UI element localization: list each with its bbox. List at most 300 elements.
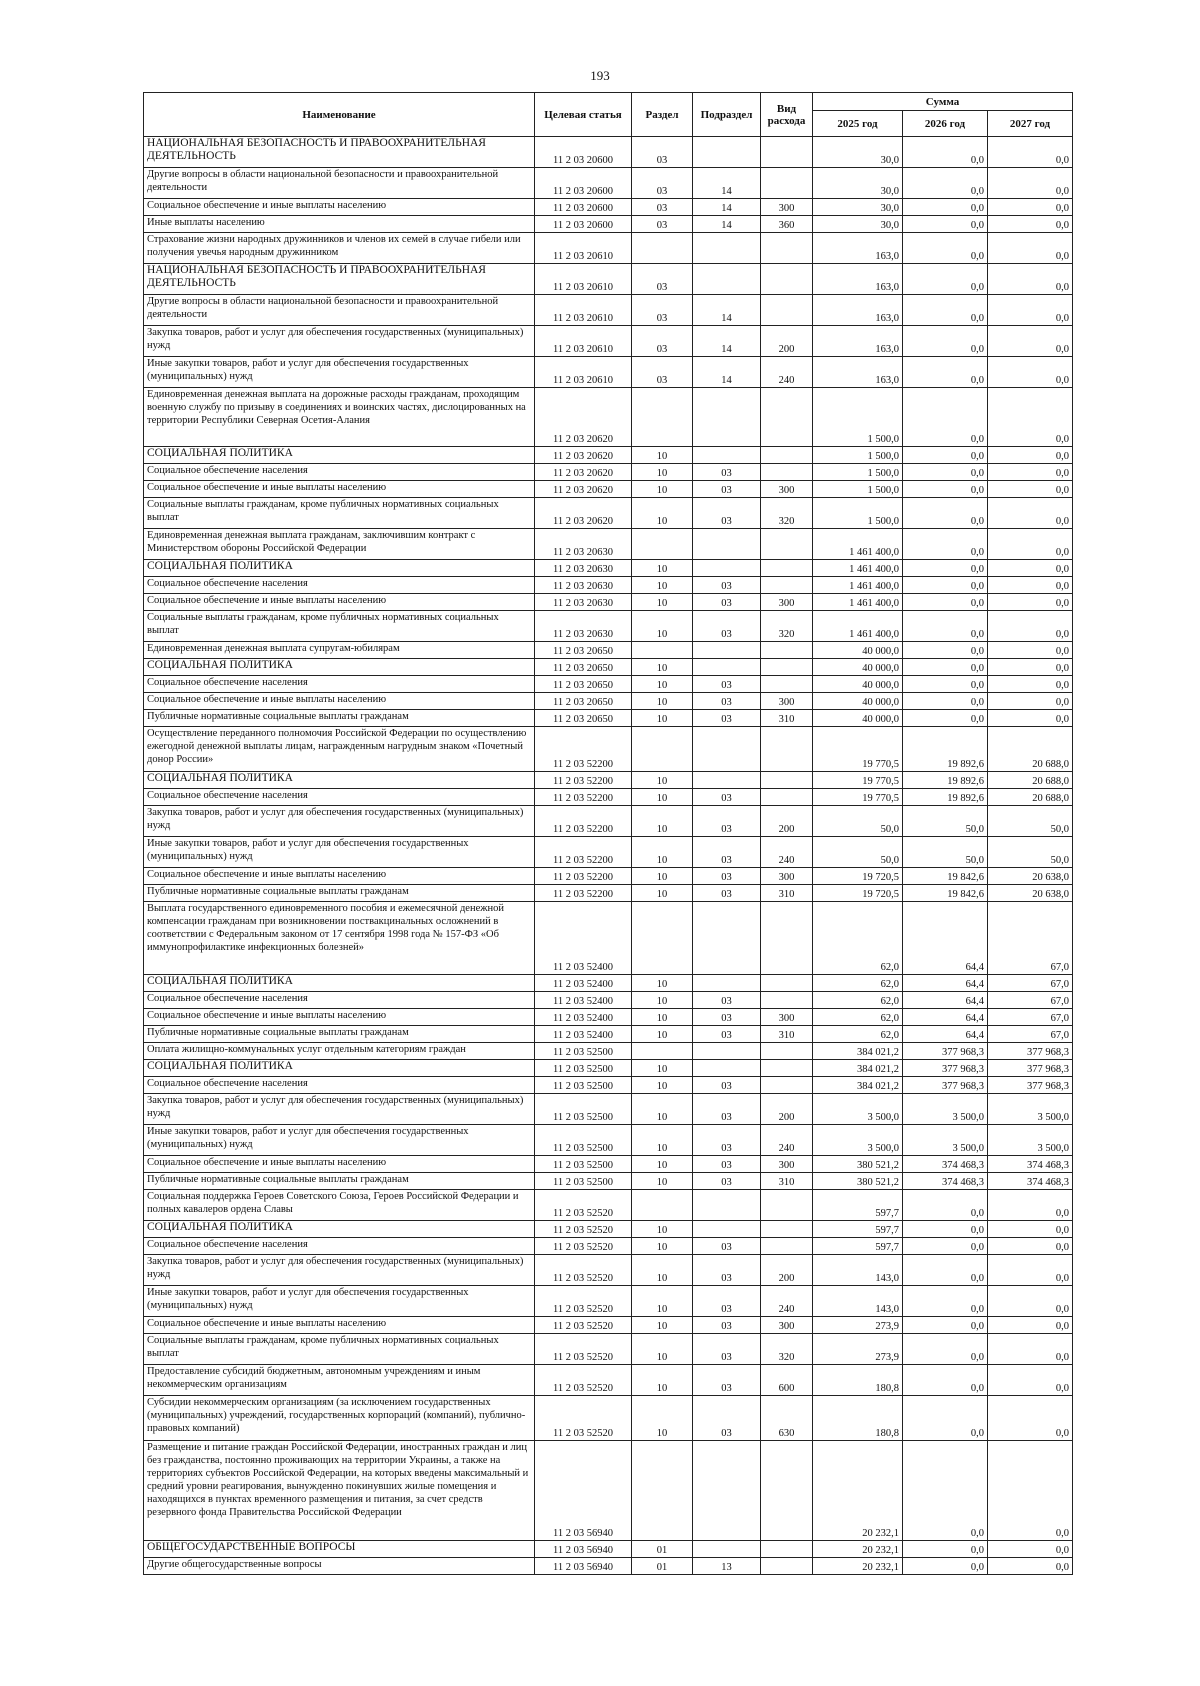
table-cell-section bbox=[632, 1043, 693, 1060]
table-cell-target: 11 2 03 20600 bbox=[535, 199, 632, 216]
page-number: 193 bbox=[590, 68, 610, 83]
table-cell-subsection: 03 bbox=[693, 789, 761, 806]
table-cell-2025: 19 770,5 bbox=[813, 772, 903, 789]
table-cell-target: 11 2 03 20650 bbox=[535, 676, 632, 693]
table-cell-section: 10 bbox=[632, 560, 693, 577]
table-cell-name: Страхование жизни народных дружинников и членов их семей в случае гибели или получения увечья народным дружинником bbox=[144, 233, 535, 264]
table-cell-expense-type: 300 bbox=[761, 1156, 813, 1173]
table-cell-section: 10 bbox=[632, 481, 693, 498]
table-cell-expense-type bbox=[761, 233, 813, 264]
table-cell-section: 10 bbox=[632, 1238, 693, 1255]
table-cell-2025: 1 500,0 bbox=[813, 464, 903, 481]
table-cell-subsection bbox=[693, 772, 761, 789]
table-cell-2025: 19 720,5 bbox=[813, 885, 903, 902]
table-cell-name: СОЦИАЛЬНАЯ ПОЛИТИКА bbox=[144, 1221, 535, 1238]
table-row bbox=[144, 885, 1073, 902]
table-cell-subsection: 03 bbox=[693, 885, 761, 902]
table-cell-section: 10 bbox=[632, 772, 693, 789]
table-cell-2025: 384 021,2 bbox=[813, 1060, 903, 1077]
table-row bbox=[144, 233, 1073, 264]
table-cell-2025: 20 232,1 bbox=[813, 1541, 903, 1558]
table-cell-expense-type: 200 bbox=[761, 1255, 813, 1286]
table-cell-2027: 0,0 bbox=[988, 1441, 1073, 1541]
table-cell-target: 11 2 03 56940 bbox=[535, 1441, 632, 1541]
table-cell-expense-type bbox=[761, 464, 813, 481]
header-sum: Сумма bbox=[813, 93, 1073, 111]
table-cell-section: 03 bbox=[632, 295, 693, 326]
table-cell-2025: 40 000,0 bbox=[813, 642, 903, 659]
table-row bbox=[144, 902, 1073, 975]
table-cell-section bbox=[632, 642, 693, 659]
table-cell-subsection: 03 bbox=[693, 693, 761, 710]
table-cell-2027: 377 968,3 bbox=[988, 1043, 1073, 1060]
table-cell-expense-type bbox=[761, 1190, 813, 1221]
table-cell-2026: 19 892,6 bbox=[903, 727, 988, 772]
table-row bbox=[144, 992, 1073, 1009]
table-cell-name: НАЦИОНАЛЬНАЯ БЕЗОПАСНОСТЬ И ПРАВООХРАНИТЕЛЬНАЯ ДЕЯТЕЛЬНОСТЬ bbox=[144, 137, 535, 168]
table-cell-target: 11 2 03 20650 bbox=[535, 659, 632, 676]
table-cell-name: Социальные выплаты гражданам, кроме публичных нормативных социальных выплат bbox=[144, 611, 535, 642]
table-row bbox=[144, 388, 1073, 447]
table-cell-2025: 380 521,2 bbox=[813, 1156, 903, 1173]
table-row bbox=[144, 772, 1073, 789]
table-cell-target: 11 2 03 52400 bbox=[535, 902, 632, 975]
table-cell-name: Публичные нормативные социальные выплаты гражданам bbox=[144, 710, 535, 727]
table-cell-expense-type bbox=[761, 168, 813, 199]
table-cell-target: 11 2 03 20620 bbox=[535, 481, 632, 498]
table-cell-subsection: 03 bbox=[693, 1173, 761, 1190]
table-cell-2025: 143,0 bbox=[813, 1255, 903, 1286]
table-cell-2027: 0,0 bbox=[988, 233, 1073, 264]
table-cell-section bbox=[632, 233, 693, 264]
table-cell-2025: 384 021,2 bbox=[813, 1043, 903, 1060]
table-cell-expense-type: 300 bbox=[761, 1317, 813, 1334]
table-cell-target: 11 2 03 52400 bbox=[535, 1026, 632, 1043]
table-cell-subsection bbox=[693, 727, 761, 772]
table-cell-target: 11 2 03 52400 bbox=[535, 975, 632, 992]
table-cell-2026: 374 468,3 bbox=[903, 1156, 988, 1173]
table-cell-expense-type: 300 bbox=[761, 199, 813, 216]
table-row bbox=[144, 1255, 1073, 1286]
table-cell-2026: 0,0 bbox=[903, 233, 988, 264]
table-cell-name: Иные закупки товаров, работ и услуг для обеспечения государственных (муниципальных) нужд bbox=[144, 1286, 535, 1317]
table-cell-2026: 19 892,6 bbox=[903, 772, 988, 789]
table-cell-name: Другие вопросы в области национальной безопасности и правоохранительной деятельности bbox=[144, 168, 535, 199]
table-cell-name: СОЦИАЛЬНАЯ ПОЛИТИКА bbox=[144, 659, 535, 676]
table-cell-name: НАЦИОНАЛЬНАЯ БЕЗОПАСНОСТЬ И ПРАВООХРАНИТЕЛЬНАЯ ДЕЯТЕЛЬНОСТЬ bbox=[144, 264, 535, 295]
table-cell-expense-type bbox=[761, 529, 813, 560]
table-cell-expense-type: 240 bbox=[761, 1286, 813, 1317]
table-cell-subsection: 03 bbox=[693, 1396, 761, 1441]
table-cell-expense-type bbox=[761, 137, 813, 168]
table-cell-target: 11 2 03 20650 bbox=[535, 693, 632, 710]
table-cell-section: 10 bbox=[632, 447, 693, 464]
table-row bbox=[144, 577, 1073, 594]
table-cell-subsection bbox=[693, 1441, 761, 1541]
table-cell-2027: 0,0 bbox=[988, 560, 1073, 577]
table-cell-name: Социальное обеспечение населения bbox=[144, 1238, 535, 1255]
table-cell-name: Социальные выплаты гражданам, кроме публичных нормативных социальных выплат bbox=[144, 498, 535, 529]
table-cell-target: 11 2 03 20630 bbox=[535, 611, 632, 642]
table-cell-expense-type bbox=[761, 975, 813, 992]
table-cell-expense-type bbox=[761, 642, 813, 659]
table-cell-target: 11 2 03 52400 bbox=[535, 1009, 632, 1026]
table-cell-section: 03 bbox=[632, 137, 693, 168]
table-cell-expense-type bbox=[761, 264, 813, 295]
table-cell-section: 10 bbox=[632, 1365, 693, 1396]
table-cell-expense-type: 300 bbox=[761, 868, 813, 885]
table-cell-name: Социальное обеспечение и иные выплаты населению bbox=[144, 1009, 535, 1026]
table-cell-expense-type bbox=[761, 1077, 813, 1094]
table-cell-2026: 0,0 bbox=[903, 1365, 988, 1396]
table-cell-section: 10 bbox=[632, 577, 693, 594]
table-cell-subsection: 03 bbox=[693, 992, 761, 1009]
table-cell-section: 10 bbox=[632, 611, 693, 642]
table-cell-section: 10 bbox=[632, 659, 693, 676]
table-cell-2025: 50,0 bbox=[813, 837, 903, 868]
table-cell-section: 10 bbox=[632, 693, 693, 710]
table-cell-expense-type: 630 bbox=[761, 1396, 813, 1441]
table-cell-expense-type bbox=[761, 1043, 813, 1060]
table-cell-2026: 0,0 bbox=[903, 1255, 988, 1286]
table-row bbox=[144, 199, 1073, 216]
table-cell-2026: 0,0 bbox=[903, 676, 988, 693]
table-cell-2027: 20 638,0 bbox=[988, 885, 1073, 902]
table-row bbox=[144, 295, 1073, 326]
table-cell-subsection: 03 bbox=[693, 1077, 761, 1094]
table-cell-target: 11 2 03 20610 bbox=[535, 233, 632, 264]
table-cell-name: Иные закупки товаров, работ и услуг для обеспечения государственных (муниципальных) нужд bbox=[144, 1125, 535, 1156]
table-cell-expense-type: 360 bbox=[761, 216, 813, 233]
table-cell-2025: 273,9 bbox=[813, 1334, 903, 1365]
table-cell-2025: 163,0 bbox=[813, 233, 903, 264]
table-cell-target: 11 2 03 52500 bbox=[535, 1043, 632, 1060]
table-cell-target: 11 2 03 20620 bbox=[535, 447, 632, 464]
table-cell-target: 11 2 03 20610 bbox=[535, 326, 632, 357]
table-cell-section: 10 bbox=[632, 868, 693, 885]
table-cell-target: 11 2 03 52500 bbox=[535, 1125, 632, 1156]
table-cell-target: 11 2 03 20630 bbox=[535, 577, 632, 594]
table-cell-expense-type: 300 bbox=[761, 481, 813, 498]
table-cell-2026: 0,0 bbox=[903, 216, 988, 233]
table-row bbox=[144, 693, 1073, 710]
table-cell-name: Субсидии некоммерческим организациям (за исключением государственных (муниципальных) учреждений, государственных корпораций (компаний), публично-правовых компаний) bbox=[144, 1396, 535, 1441]
table-row bbox=[144, 481, 1073, 498]
table-cell-2027: 0,0 bbox=[988, 447, 1073, 464]
table-cell-2026: 0,0 bbox=[903, 295, 988, 326]
table-cell-2027: 0,0 bbox=[988, 693, 1073, 710]
table-cell-2026: 0,0 bbox=[903, 264, 988, 295]
table-cell-target: 11 2 03 52520 bbox=[535, 1396, 632, 1441]
header-expense-type: Вид расхода bbox=[761, 93, 813, 137]
table-cell-2025: 40 000,0 bbox=[813, 676, 903, 693]
header-name: Наименование bbox=[144, 93, 535, 137]
table-cell-subsection bbox=[693, 447, 761, 464]
table-cell-subsection bbox=[693, 1043, 761, 1060]
table-cell-name: Закупка товаров, работ и услуг для обеспечения государственных (муниципальных) нужд bbox=[144, 806, 535, 837]
table-cell-name: СОЦИАЛЬНАЯ ПОЛИТИКА bbox=[144, 772, 535, 789]
table-cell-2026: 0,0 bbox=[903, 1334, 988, 1365]
table-cell-expense-type: 200 bbox=[761, 806, 813, 837]
table-cell-2025: 62,0 bbox=[813, 992, 903, 1009]
table-cell-target: 11 2 03 52200 bbox=[535, 868, 632, 885]
table-cell-2025: 1 500,0 bbox=[813, 498, 903, 529]
table-cell-section: 03 bbox=[632, 199, 693, 216]
table-cell-expense-type bbox=[761, 902, 813, 975]
table-cell-2025: 163,0 bbox=[813, 295, 903, 326]
table-cell-2025: 163,0 bbox=[813, 326, 903, 357]
table-cell-section bbox=[632, 529, 693, 560]
table-cell-expense-type bbox=[761, 992, 813, 1009]
table-cell-2025: 1 461 400,0 bbox=[813, 611, 903, 642]
table-cell-2025: 19 770,5 bbox=[813, 727, 903, 772]
table-cell-section: 10 bbox=[632, 1125, 693, 1156]
table-cell-name: Публичные нормативные социальные выплаты гражданам bbox=[144, 1173, 535, 1190]
table-cell-subsection: 03 bbox=[693, 1094, 761, 1125]
table-cell-2025: 1 461 400,0 bbox=[813, 594, 903, 611]
table-cell-subsection: 03 bbox=[693, 1156, 761, 1173]
table-cell-name: Публичные нормативные социальные выплаты гражданам bbox=[144, 1026, 535, 1043]
table-cell-target: 11 2 03 52520 bbox=[535, 1317, 632, 1334]
table-cell-section: 10 bbox=[632, 1286, 693, 1317]
table-cell-2025: 180,8 bbox=[813, 1396, 903, 1441]
table-cell-section: 03 bbox=[632, 326, 693, 357]
table-cell-subsection bbox=[693, 388, 761, 447]
table-cell-2027: 20 688,0 bbox=[988, 772, 1073, 789]
table-cell-name: Социальная поддержка Героев Советского Союза, Героев Российской Федерации и полных кавалеров ордена Славы bbox=[144, 1190, 535, 1221]
table-cell-name: Предоставление субсидий бюджетным, автономным учреждениям и иным некоммерческим организациям bbox=[144, 1365, 535, 1396]
table-cell-name: Социальное обеспечение и иные выплаты населению bbox=[144, 1156, 535, 1173]
table-row bbox=[144, 868, 1073, 885]
table-cell-section bbox=[632, 1190, 693, 1221]
table-cell-2026: 0,0 bbox=[903, 357, 988, 388]
table-cell-target: 11 2 03 52400 bbox=[535, 992, 632, 1009]
table-cell-2027: 0,0 bbox=[988, 464, 1073, 481]
table-cell-2027: 0,0 bbox=[988, 326, 1073, 357]
table-cell-2025: 30,0 bbox=[813, 216, 903, 233]
table-cell-name: Социальное обеспечение и иные выплаты населению bbox=[144, 1317, 535, 1334]
table-cell-expense-type: 200 bbox=[761, 1094, 813, 1125]
table-cell-target: 11 2 03 20600 bbox=[535, 137, 632, 168]
table-cell-2027: 0,0 bbox=[988, 642, 1073, 659]
table-cell-subsection: 03 bbox=[693, 1334, 761, 1365]
table-cell-2027: 3 500,0 bbox=[988, 1094, 1073, 1125]
table-cell-subsection: 13 bbox=[693, 1558, 761, 1575]
table-cell-name: Социальное обеспечение и иные выплаты населению bbox=[144, 693, 535, 710]
table-cell-2026: 64,4 bbox=[903, 1009, 988, 1026]
table-row bbox=[144, 447, 1073, 464]
table-cell-2025: 1 500,0 bbox=[813, 388, 903, 447]
table-cell-subsection bbox=[693, 642, 761, 659]
table-row bbox=[144, 1077, 1073, 1094]
table-cell-subsection bbox=[693, 1541, 761, 1558]
table-cell-subsection: 03 bbox=[693, 464, 761, 481]
table-cell-2026: 0,0 bbox=[903, 447, 988, 464]
table-cell-target: 11 2 03 20620 bbox=[535, 498, 632, 529]
table-cell-name: Социальное обеспечение населения bbox=[144, 577, 535, 594]
table-row bbox=[144, 1396, 1073, 1441]
table-cell-expense-type: 320 bbox=[761, 1334, 813, 1365]
table-row bbox=[144, 464, 1073, 481]
table-cell-section: 10 bbox=[632, 1221, 693, 1238]
table-cell-section bbox=[632, 902, 693, 975]
table-row bbox=[144, 1173, 1073, 1190]
table-cell-name: Иные закупки товаров, работ и услуг для обеспечения государственных (муниципальных) нужд bbox=[144, 357, 535, 388]
table-row bbox=[144, 264, 1073, 295]
table-row bbox=[144, 710, 1073, 727]
table-cell-expense-type bbox=[761, 447, 813, 464]
table-cell-2026: 0,0 bbox=[903, 481, 988, 498]
table-cell-2026: 0,0 bbox=[903, 1317, 988, 1334]
table-cell-expense-type bbox=[761, 772, 813, 789]
table-cell-2025: 30,0 bbox=[813, 199, 903, 216]
table-cell-name: Осуществление переданного полномочия Российской Федерации по осуществлению ежегодной денежной выплаты лицам, награжденным нагрудным знаком «Почетный донор России» bbox=[144, 727, 535, 772]
table-cell-name: Закупка товаров, работ и услуг для обеспечения государственных (муниципальных) нужд bbox=[144, 1255, 535, 1286]
table-cell-2026: 0,0 bbox=[903, 1541, 988, 1558]
table-row bbox=[144, 529, 1073, 560]
table-cell-name: Закупка товаров, работ и услуг для обеспечения государственных (муниципальных) нужд bbox=[144, 1094, 535, 1125]
table-cell-2025: 273,9 bbox=[813, 1317, 903, 1334]
table-cell-2025: 40 000,0 bbox=[813, 659, 903, 676]
table-cell-2027: 67,0 bbox=[988, 975, 1073, 992]
table-cell-2027: 20 688,0 bbox=[988, 789, 1073, 806]
table-cell-2026: 19 842,6 bbox=[903, 885, 988, 902]
table-cell-2026: 0,0 bbox=[903, 1558, 988, 1575]
header-subsection: Подраздел bbox=[693, 93, 761, 137]
table-cell-subsection: 14 bbox=[693, 295, 761, 326]
table-row bbox=[144, 1043, 1073, 1060]
table-cell-subsection: 03 bbox=[693, 1286, 761, 1317]
table-row bbox=[144, 727, 1073, 772]
table-cell-2025: 1 500,0 bbox=[813, 447, 903, 464]
table-cell-2027: 67,0 bbox=[988, 1009, 1073, 1026]
table-cell-name: Единовременная денежная выплата супругам-юбилярам bbox=[144, 642, 535, 659]
table-cell-2027: 0,0 bbox=[988, 1365, 1073, 1396]
table-cell-target: 11 2 03 56940 bbox=[535, 1541, 632, 1558]
table-cell-2027: 0,0 bbox=[988, 1396, 1073, 1441]
table-cell-2025: 19 770,5 bbox=[813, 789, 903, 806]
table-cell-target: 11 2 03 20600 bbox=[535, 216, 632, 233]
table-cell-subsection: 03 bbox=[693, 1009, 761, 1026]
table-cell-section: 10 bbox=[632, 710, 693, 727]
table-cell-2025: 50,0 bbox=[813, 806, 903, 837]
table-cell-2026: 64,4 bbox=[903, 1026, 988, 1043]
table-cell-target: 11 2 03 20600 bbox=[535, 168, 632, 199]
table-row bbox=[144, 560, 1073, 577]
table-cell-2025: 597,7 bbox=[813, 1221, 903, 1238]
table-cell-target: 11 2 03 52200 bbox=[535, 806, 632, 837]
table-cell-2026: 0,0 bbox=[903, 388, 988, 447]
table-cell-subsection bbox=[693, 1221, 761, 1238]
table-cell-name: Оплата жилищно-коммунальных услуг отдельным категориям граждан bbox=[144, 1043, 535, 1060]
table-cell-section: 10 bbox=[632, 594, 693, 611]
table-cell-2027: 0,0 bbox=[988, 1334, 1073, 1365]
table-cell-expense-type: 320 bbox=[761, 611, 813, 642]
table-cell-2026: 0,0 bbox=[903, 199, 988, 216]
table-cell-name: Социальное обеспечение населения bbox=[144, 464, 535, 481]
table-cell-subsection: 14 bbox=[693, 199, 761, 216]
table-cell-target: 11 2 03 52520 bbox=[535, 1190, 632, 1221]
table-cell-section bbox=[632, 388, 693, 447]
table-cell-section: 10 bbox=[632, 464, 693, 481]
table-cell-name: Социальное обеспечение населения bbox=[144, 676, 535, 693]
table-cell-target: 11 2 03 52500 bbox=[535, 1060, 632, 1077]
table-cell-section: 01 bbox=[632, 1541, 693, 1558]
table-row bbox=[144, 1060, 1073, 1077]
table-cell-target: 11 2 03 52500 bbox=[535, 1077, 632, 1094]
table-row bbox=[144, 1286, 1073, 1317]
table-cell-section: 10 bbox=[632, 1255, 693, 1286]
table-cell-2027: 0,0 bbox=[988, 1558, 1073, 1575]
table-cell-target: 11 2 03 52200 bbox=[535, 727, 632, 772]
budget-table bbox=[143, 92, 1073, 1575]
table-cell-2026: 0,0 bbox=[903, 1286, 988, 1317]
table-cell-name: СОЦИАЛЬНАЯ ПОЛИТИКА bbox=[144, 975, 535, 992]
table-cell-expense-type: 240 bbox=[761, 357, 813, 388]
table-cell-2027: 0,0 bbox=[988, 357, 1073, 388]
table-cell-2026: 64,4 bbox=[903, 992, 988, 1009]
table-cell-section: 01 bbox=[632, 1558, 693, 1575]
table-cell-target: 11 2 03 20650 bbox=[535, 710, 632, 727]
table-cell-subsection: 03 bbox=[693, 498, 761, 529]
table-row bbox=[144, 659, 1073, 676]
table-cell-2025: 1 461 400,0 bbox=[813, 560, 903, 577]
table-cell-target: 11 2 03 20610 bbox=[535, 357, 632, 388]
table-cell-expense-type bbox=[761, 1060, 813, 1077]
table-cell-expense-type bbox=[761, 388, 813, 447]
table-cell-target: 11 2 03 52200 bbox=[535, 885, 632, 902]
table-cell-2026: 0,0 bbox=[903, 464, 988, 481]
table-row bbox=[144, 216, 1073, 233]
table-cell-section: 03 bbox=[632, 216, 693, 233]
table-cell-subsection: 03 bbox=[693, 611, 761, 642]
table-cell-2025: 62,0 bbox=[813, 1026, 903, 1043]
table-cell-2026: 0,0 bbox=[903, 611, 988, 642]
table-row bbox=[144, 1317, 1073, 1334]
table-cell-section: 10 bbox=[632, 1077, 693, 1094]
table-cell-2027: 0,0 bbox=[988, 1238, 1073, 1255]
table-cell-2025: 163,0 bbox=[813, 357, 903, 388]
table-cell-2026: 0,0 bbox=[903, 498, 988, 529]
table-cell-expense-type bbox=[761, 727, 813, 772]
table-row bbox=[144, 498, 1073, 529]
table-cell-2027: 0,0 bbox=[988, 710, 1073, 727]
table-cell-subsection: 03 bbox=[693, 481, 761, 498]
table-cell-subsection: 03 bbox=[693, 1026, 761, 1043]
table-cell-2025: 62,0 bbox=[813, 902, 903, 975]
table-cell-section: 10 bbox=[632, 992, 693, 1009]
table-cell-target: 11 2 03 52500 bbox=[535, 1173, 632, 1190]
header-section: Раздел bbox=[632, 93, 693, 137]
table-cell-2025: 62,0 bbox=[813, 975, 903, 992]
table-cell-2027: 0,0 bbox=[988, 1541, 1073, 1558]
table-cell-subsection: 14 bbox=[693, 357, 761, 388]
table-cell-target: 11 2 03 20610 bbox=[535, 264, 632, 295]
table-cell-section: 10 bbox=[632, 789, 693, 806]
table-cell-2026: 0,0 bbox=[903, 594, 988, 611]
table-cell-target: 11 2 03 52200 bbox=[535, 772, 632, 789]
table-cell-name: Другие общегосударственные вопросы bbox=[144, 1558, 535, 1575]
table-cell-section: 10 bbox=[632, 1334, 693, 1365]
table-cell-2026: 0,0 bbox=[903, 168, 988, 199]
table-cell-2025: 20 232,1 bbox=[813, 1441, 903, 1541]
table-cell-target: 11 2 03 52520 bbox=[535, 1334, 632, 1365]
table-cell-section: 03 bbox=[632, 168, 693, 199]
table-cell-2027: 0,0 bbox=[988, 594, 1073, 611]
table-cell-expense-type: 300 bbox=[761, 1009, 813, 1026]
table-cell-expense-type bbox=[761, 1238, 813, 1255]
table-cell-name: Единовременная денежная выплата гражданам, заключившим контракт с Министерством обороны Российской Федерации bbox=[144, 529, 535, 560]
